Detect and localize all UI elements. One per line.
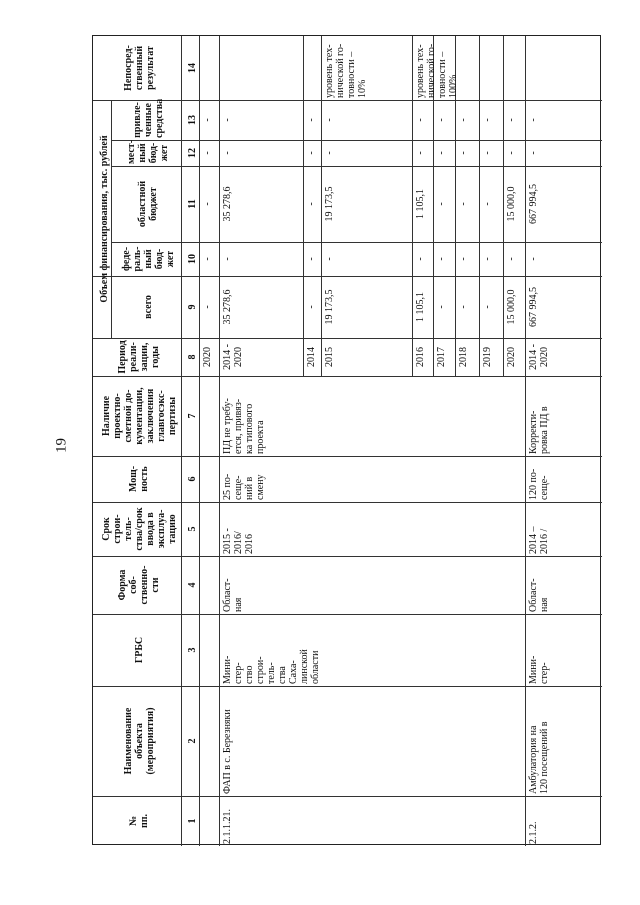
row-7-period: 2019 xyxy=(482,347,493,367)
header-c6: Мощ- ность xyxy=(128,465,150,493)
row-5-period: 2017 xyxy=(436,347,447,367)
row-1-c11: 35 278,6 xyxy=(222,186,233,222)
row-1-name: ФАП в с. Березняки xyxy=(222,709,233,794)
header-c11: областной бюджет xyxy=(137,180,159,228)
row-1-grbs: Мини- стер- ство строи- тель- ства Саха- линской области xyxy=(222,649,321,684)
row-3-period: 2015 xyxy=(324,347,335,367)
row-0-c14 xyxy=(200,38,220,98)
row-4-c14: уровень тех- нической го- товности – 100% xyxy=(415,43,459,98)
column-number-10: 10 xyxy=(186,254,198,264)
row-7-c12: - xyxy=(482,151,493,155)
header-c12: мест- ный бюд- жет xyxy=(126,139,170,164)
row-1-c12: - xyxy=(222,151,233,155)
row-6-c11: - xyxy=(458,202,469,206)
row-4-period: 2016 xyxy=(415,347,426,367)
row-7-c9: - xyxy=(482,305,493,309)
row-1-num: 2.1.1.21. xyxy=(222,809,233,844)
financing-table xyxy=(92,35,601,845)
row-9-form: Област- ная xyxy=(528,578,550,612)
row-1-form: Област- ная xyxy=(222,578,244,612)
row-1-term: 2015 - 2016/ 2016 xyxy=(222,528,255,554)
row-0-c13: - xyxy=(202,118,213,122)
row-2-c11: - xyxy=(306,202,317,206)
header-c9: всего xyxy=(142,295,154,319)
row-3-c9: 19 173,5 xyxy=(324,289,335,325)
row-1-c13: - xyxy=(222,118,233,122)
row-7-c10: - xyxy=(482,257,493,261)
row-8-c12: - xyxy=(506,151,517,155)
grid-line xyxy=(111,140,602,141)
row-8-c9: 15 000,0 xyxy=(506,289,517,325)
column-number-12: 12 xyxy=(186,148,198,158)
column-number-7: 7 xyxy=(186,413,198,419)
row-1-c14 xyxy=(220,38,304,98)
row-0-c11: - xyxy=(202,202,213,206)
row-6-c9: - xyxy=(458,305,469,309)
header-c8: Период реали- зации, годы xyxy=(117,340,161,374)
row-9-grbs: Мини- стер- xyxy=(528,655,550,684)
row-3-c12: - xyxy=(324,151,335,155)
row-0-period: 2020 xyxy=(202,347,213,367)
row-9-c14 xyxy=(526,38,603,98)
header-c14: Непосред- ственный результат xyxy=(122,45,156,91)
column-number-11: 11 xyxy=(186,199,198,209)
row-9-c12: - xyxy=(528,151,539,155)
row-6-c14 xyxy=(456,38,480,98)
grid-line xyxy=(111,166,602,167)
row-5-c12: - xyxy=(436,151,447,155)
column-number-2: 2 xyxy=(186,738,198,744)
row-2-c10: - xyxy=(306,257,317,261)
row-9-c13: - xyxy=(528,118,539,122)
row-9-term: 2014 – 2016 / xyxy=(528,526,550,554)
page-number: 19 xyxy=(53,438,70,453)
row-4-c13: - xyxy=(415,118,426,122)
header-c3: ГРБС xyxy=(133,636,145,664)
row-7-c14 xyxy=(480,38,504,98)
row-1-period: 2014 - 2020 xyxy=(222,344,244,370)
row-5-c10: - xyxy=(436,257,447,261)
row-9-power: 120 по- сеще- xyxy=(528,468,550,500)
row-8-c10: - xyxy=(506,257,517,261)
row-4-c9: 1 105,1 xyxy=(415,292,426,322)
row-8-c13: - xyxy=(506,118,517,122)
row-4-c11: 1 105,1 xyxy=(415,189,426,219)
row-2-period: 2014 xyxy=(306,347,317,367)
row-8-c11: 15 000,0 xyxy=(506,186,517,222)
row-6-c10: - xyxy=(458,257,469,261)
row-2-c9: - xyxy=(306,305,317,309)
header-c7: Наличие проектно- сметной до- кументации, заключения главгосэкс- пертизы xyxy=(100,387,178,445)
row-2-c13: - xyxy=(306,118,317,122)
row-5-c13: - xyxy=(436,118,447,122)
row-9-c9: 667 994,5 xyxy=(528,287,539,327)
row-0-c10: - xyxy=(202,257,213,261)
header-c13: привле- ченные средства xyxy=(131,98,165,138)
row-8-period: 2020 xyxy=(506,347,517,367)
row-9-c11: 667 994,5 xyxy=(528,184,539,224)
column-number-3: 3 xyxy=(186,647,198,653)
row-9-name: Амбулатория на 120 посещений в xyxy=(528,721,550,794)
row-0-c12: - xyxy=(202,151,213,155)
row-3-c13: - xyxy=(324,118,335,122)
row-5-c14 xyxy=(434,38,456,98)
row-2-c14 xyxy=(304,38,322,98)
column-number-6: 6 xyxy=(186,476,198,482)
header-c5: Срок строи- тель- ства/срок ввода в эксплуа- тацию xyxy=(100,507,178,551)
column-number-9: 9 xyxy=(186,304,198,310)
row-5-c9: - xyxy=(436,305,447,309)
grid-line xyxy=(111,242,602,243)
row-1-c9: 35 278,6 xyxy=(222,289,233,325)
column-number-5: 5 xyxy=(186,526,198,532)
row-8-c14 xyxy=(504,38,526,98)
header-funding-group: Объем финансирования, тыс. рублей xyxy=(98,135,110,303)
column-number-1: 1 xyxy=(186,818,198,824)
row-6-period: 2018 xyxy=(458,347,469,367)
row-7-c11: - xyxy=(482,202,493,206)
row-3-c11: 19 173,5 xyxy=(324,186,335,222)
column-number-13: 13 xyxy=(186,115,198,125)
row-9-num: 2.1.2. xyxy=(528,821,539,844)
row-6-c12: - xyxy=(458,151,469,155)
row-2-c12: - xyxy=(306,151,317,155)
header-c2: Наименование объекта (мероприятия) xyxy=(122,707,156,775)
column-number-4: 4 xyxy=(186,582,198,588)
row-4-c12: - xyxy=(415,151,426,155)
header-c1: № пп. xyxy=(128,813,150,829)
column-number-14: 14 xyxy=(186,63,198,73)
row-9-period: 2014 - 2020 xyxy=(528,344,550,370)
row-3-c10: - xyxy=(324,257,335,261)
row-5-c11: - xyxy=(436,202,447,206)
header-c4: Форма соб- ственно- сти xyxy=(117,565,161,605)
row-9-c10: - xyxy=(528,257,539,261)
row-1-c10: - xyxy=(222,257,233,261)
row-4-c10: - xyxy=(415,257,426,261)
row-7-c13: - xyxy=(482,118,493,122)
row-1-power: 25 по- сеще- ний в смену xyxy=(222,473,266,500)
header-c10: феде- раль- ный бюд- жет xyxy=(120,246,176,272)
column-number-8: 8 xyxy=(186,354,198,360)
row-3-c14: уровень тех- нической го- товности – 10% xyxy=(324,43,368,98)
row-9-psd: Корректи- ровка ПД в xyxy=(528,406,550,454)
row-1-psd: ПД не требу- ется, привяз- ка типового проекта xyxy=(222,398,266,454)
row-6-c13: - xyxy=(458,118,469,122)
row-0-c9: - xyxy=(202,305,213,309)
